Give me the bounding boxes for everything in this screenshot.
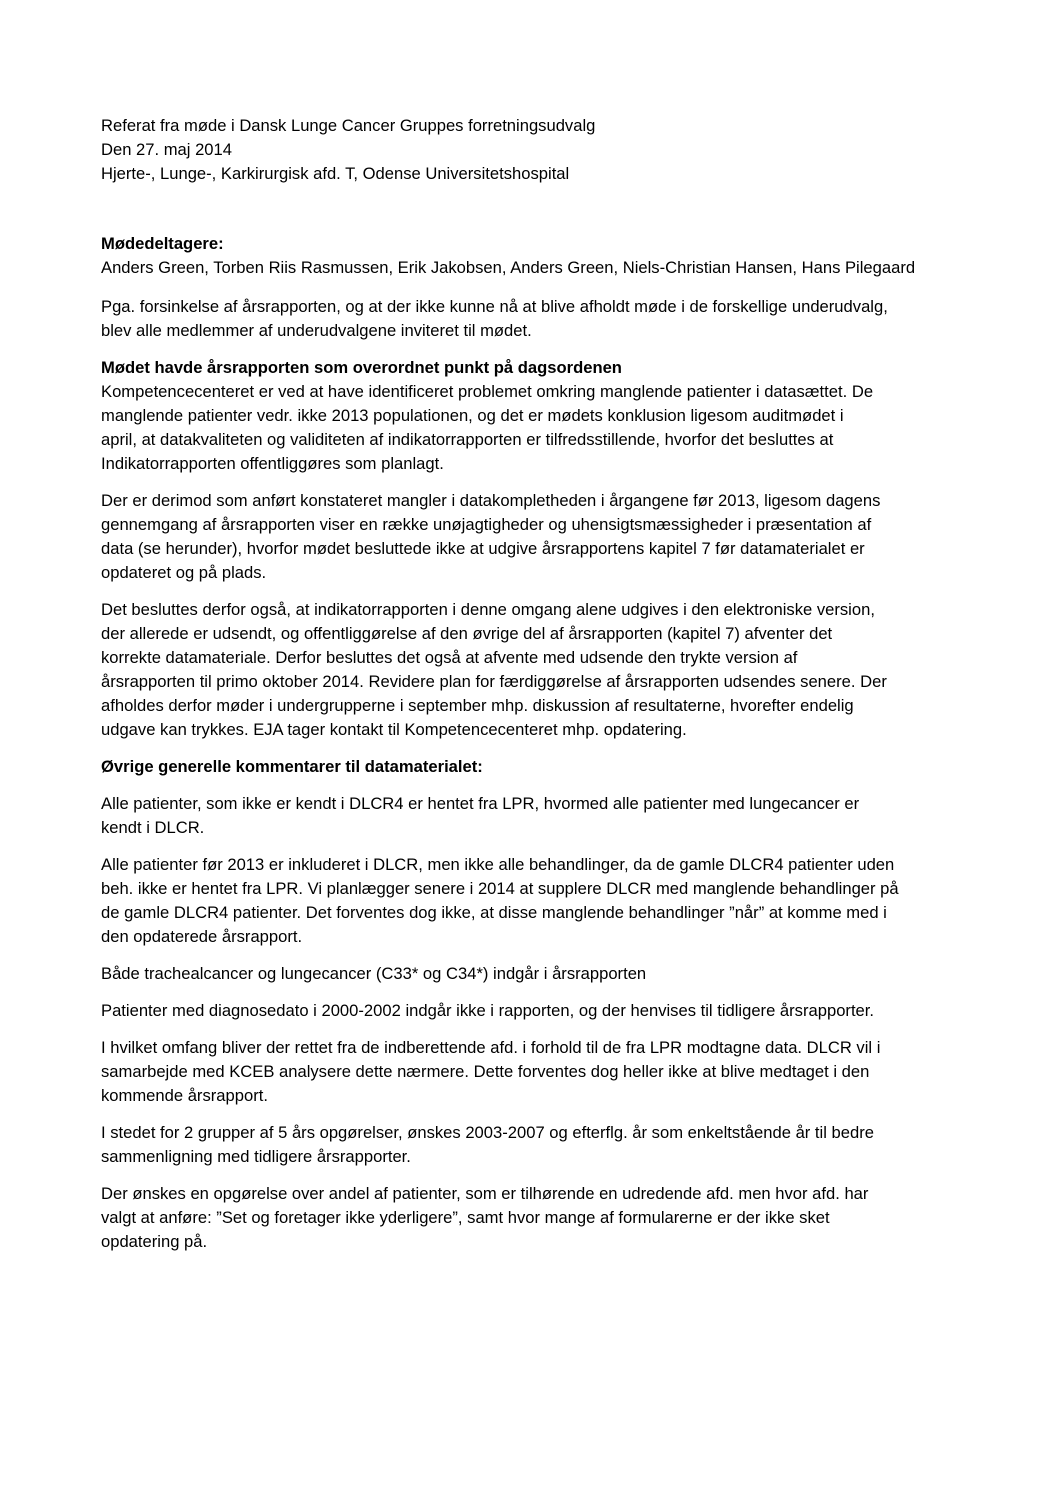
section1-heading: Mødet havde årsrapporten som overordnet punkt på dagsordenen — [101, 358, 622, 377]
paragraph-line: blev alle medlemmer af underudvalgene inviteret til mødet. — [101, 321, 532, 340]
paragraph-line: den opdaterede årsrapport. — [101, 927, 303, 946]
section2-para7 — [101, 1182, 963, 1254]
paragraph-line: der allerede er udsendt, og offentliggørelse af den øvrige del af årsrapporten (kapitel 7) afventer det — [101, 624, 833, 643]
paragraph-line: samarbejde med KCEB analysere dette nærmere. Dette forventes dog heller ikke at blive medtaget i den — [101, 1062, 870, 1081]
paragraph-line: korrekte datamateriale. Derfor besluttes det også at afvente med udsende den trykte version af — [101, 648, 798, 667]
participants-names: Anders Green, Torben Riis Rasmussen, Erik Jakobsen, Anders Green, Niels-Christian Hansen, Hans Pilegaard — [101, 258, 916, 277]
document-page — [101, 114, 963, 1267]
paragraph-line: sammenligning med tidligere årsrapporter. — [101, 1147, 411, 1166]
paragraph-line: valgt at anføre: ”Set og foretager ikke yderligere”, samt hvor mange af formularerne er der ikke sket — [101, 1208, 830, 1227]
paragraph-line: Patienter med diagnosedato i 2000-2002 indgår ikke i rapporten, og der henvises til tidligere årsrapporter. — [101, 1001, 875, 1020]
paragraph-line: kommende årsrapport. — [101, 1086, 268, 1105]
document-title: Referat fra møde i Dansk Lunge Cancer Gruppes forretningsudvalg — [101, 116, 596, 135]
participants-section — [101, 232, 963, 280]
section2-para1 — [101, 792, 963, 840]
paragraph-line: data (se herunder), hvorfor mødet besluttede ikke at udgive årsrapportens kapitel 7 før datamaterialet er — [101, 539, 865, 558]
paragraph-line: beh. ikke er hentet fra LPR. Vi planlægger senere i 2014 at supplere DLCR med manglende behandlinger på — [101, 879, 899, 898]
section2-heading-block — [101, 755, 963, 779]
paragraph-line: Alle patienter før 2013 er inkluderet i DLCR, men ikke alle behandlinger, da de gamle DLCR4 patienter uden — [101, 855, 895, 874]
paragraph-line: kendt i DLCR. — [101, 818, 205, 837]
section2-heading: Øvrige generelle kommentarer til datamaterialet: — [101, 757, 483, 776]
paragraph-line: de gamle DLCR4 patienter. Det forventes dog ikke, at disse manglende behandlinger ”når” at komme med i — [101, 903, 887, 922]
paragraph-line: Alle patienter, som ikke er kendt i DLCR4 er hentet fra LPR, hvormed alle patienter med lungecancer er — [101, 794, 860, 813]
paragraph-line: I hvilket omfang bliver der rettet fra de indberettende afd. i forhold til de fra LPR modtagne data. DLCR vil i — [101, 1038, 881, 1057]
section1-para1 — [101, 356, 963, 476]
section2-para2 — [101, 853, 963, 949]
paragraph-line: afholdes derfor møder i undergrupperne i september mhp. diskussion af resultaterne, hvorefter endelig — [101, 696, 854, 715]
document-header — [101, 114, 963, 186]
paragraph-line: Både trachealcancer og lungecancer (C33* og C34*) indgår i årsrapporten — [101, 964, 647, 983]
paragraph-line: Der er derimod som anført konstateret mangler i datakompletheden i årgangene før 2013, ligesom dagens — [101, 491, 881, 510]
paragraph-line: manglende patienter vedr. ikke 2013 populationen, og det er mødets konklusion ligesom auditmødet i — [101, 406, 844, 425]
section2-para6 — [101, 1121, 963, 1169]
paragraph-line: gennemgang af årsrapporten viser en række unøjagtigheder og uhensigtsmæssigheder i præsentation af — [101, 515, 872, 534]
participants-heading: Mødedeltagere: — [101, 234, 224, 253]
paragraph-line: Pga. forsinkelse af årsrapporten, og at der ikke kunne nå at blive afholdt møde i de forskellige underudvalg, — [101, 297, 888, 316]
intro-paragraph — [101, 295, 963, 343]
paragraph-line: opdateret og på plads. — [101, 563, 267, 582]
paragraph-line: Kompetencecenteret er ved at have identificeret problemet omkring manglende patienter i datasættet. De — [101, 382, 874, 401]
paragraph-line: årsrapporten til primo oktober 2014. Revidere plan for færdiggørelse af årsrapporten udsendes senere. Der — [101, 672, 887, 691]
paragraph-line: I stedet for 2 grupper af 5 års opgørelser, ønskes 2003-2007 og efterflg. år som enkeltstående år til bedre — [101, 1123, 874, 1142]
paragraph-line: opdatering på. — [101, 1232, 208, 1251]
paragraph-line: april, at datakvaliteten og validiteten af indikatorrapporten er tilfredsstillende, hvorfor det besluttes at — [101, 430, 834, 449]
meeting-date: Den 27. maj 2014 — [101, 140, 232, 159]
section1-para3 — [101, 598, 963, 742]
section2-para4 — [101, 999, 963, 1023]
paragraph-line: Indikatorrapporten offentliggøres som planlagt. — [101, 454, 444, 473]
paragraph-line: udgave kan trykkes. EJA tager kontakt til Kompetencecenteret mhp. opdatering. — [101, 720, 687, 739]
meeting-location: Hjerte-, Lunge-, Karkirurgisk afd. T, Odense Universitetshospital — [101, 164, 570, 183]
section2-para3 — [101, 962, 963, 986]
paragraph-line: Det besluttes derfor også, at indikatorrapporten i denne omgang alene udgives i den elektroniske version, — [101, 600, 875, 619]
header-spacer — [101, 186, 963, 232]
section1-para2 — [101, 489, 963, 585]
section2-para5 — [101, 1036, 963, 1108]
paragraph-line: Der ønskes en opgørelse over andel af patienter, som er tilhørende en udredende afd. men hvor afd. har — [101, 1184, 869, 1203]
